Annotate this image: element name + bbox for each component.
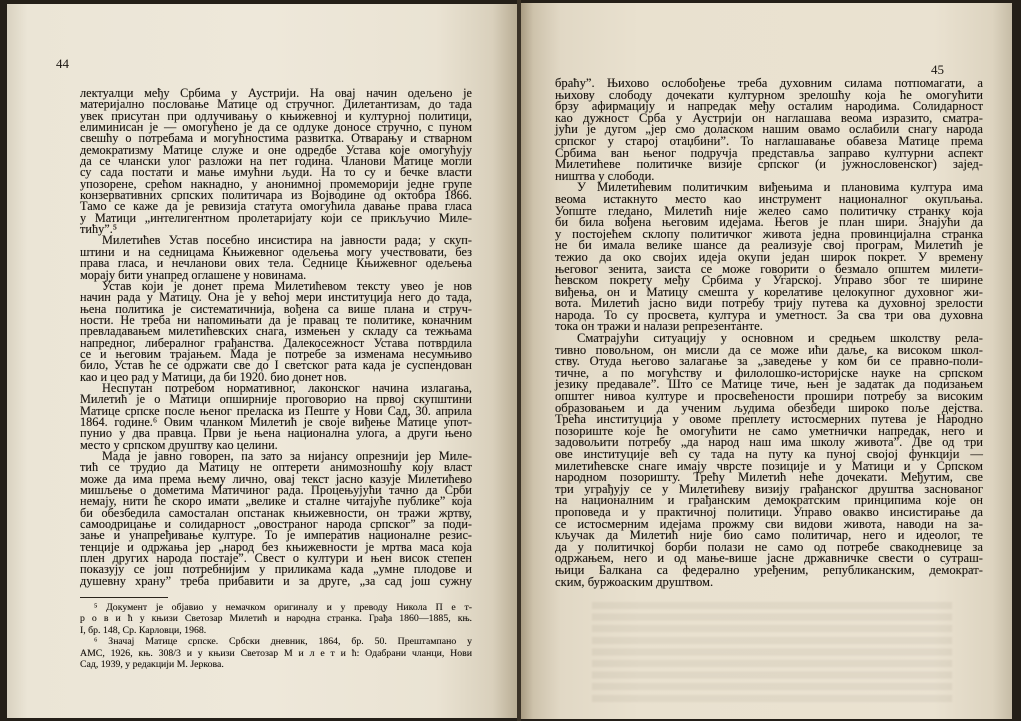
text-line: Неспутан потребом нормативног, лаконског начина излагања, xyxy=(102,380,472,395)
text-line: њици Балкана са федерално уређеним, републиканским, демократ- xyxy=(555,562,983,577)
footnote xyxy=(80,602,472,636)
text-line: тока он тражи и налази репрезентанте. xyxy=(555,319,763,334)
text-line: одржањем, него и од мање-више јасне државничке свести о сутраш- xyxy=(555,551,983,566)
text-line: не би имала велике шансе да реализује свој програм, Милетић је xyxy=(555,238,983,253)
text-line: пунио у два правца. Први је њена национална улога, а други њено xyxy=(80,426,472,441)
text-line: Устав који је донет према Милетићевом тексту увео је нов xyxy=(102,278,472,293)
paragraph xyxy=(80,451,472,587)
text-line: демократизму Матице служе и оне одредбе Устава које омогућују xyxy=(80,142,472,157)
paragraph xyxy=(80,88,472,235)
text-line: тићу”.⁵ xyxy=(80,222,118,237)
text-line: ништва у слободи. xyxy=(555,168,655,183)
text-line: место у српском друштву као целини. xyxy=(80,437,278,452)
text-line: тић се трудио да Матицу не оптерети анимозношћу коју власт xyxy=(80,460,472,475)
footnote-line: I, бр. 148, Ср. Карловци, 1968. xyxy=(80,624,207,636)
text-line: веома истакнуто место као инструмент националног окупљања. xyxy=(555,191,983,206)
text-line: милетићевске снаге имају чврсте позиције и у Матици и у Српском xyxy=(555,458,983,473)
text-line: конзервативних српских политичара из Војводине од октобра 1866. xyxy=(80,188,472,203)
text-line: Милетићев Устав посебно инсистира на јавности рада; у скуп- xyxy=(102,233,472,248)
paragraph xyxy=(555,333,983,588)
paragraph xyxy=(80,380,472,452)
page-number-left: 44 xyxy=(56,56,69,71)
text-line: напредног, либералног грађанства. Далекосежност Устава потврдила xyxy=(80,335,472,350)
paragraph xyxy=(555,182,983,333)
text-line: као и цео рад у Матици, да би 1920. био донет нов. xyxy=(80,369,347,384)
text-line: права гласа, и нечланови ових тела. Седнице Књижевног одељења xyxy=(80,256,472,271)
text-line: њихову слободу дочекати културном зрелошћу која ће омогућити xyxy=(555,87,983,102)
footnote xyxy=(80,636,472,670)
text-line: позориште које ће омогућити не само уметнички напредак, него и xyxy=(555,423,983,438)
text-line: тичне, а по могућству и филолошко-историјске науке на српском xyxy=(555,365,983,380)
text-line: тежио да око својих идеја окупи један широк покрет. У времену xyxy=(555,249,983,264)
text-line: превладавањем милетићевских снага, измењен у складу са тежњама xyxy=(80,324,472,339)
text-line: мишљење о дометима Матичиног рада. Процењујући тачно да Срби xyxy=(80,483,472,498)
text-line: општег нивоа културе и просвећености прошири потребу за високим xyxy=(555,389,983,404)
text-line: материјално пословање Матице од стручног. Дилетантизам, до тада xyxy=(80,97,472,112)
text-line: ове институције већ су тада на путу ка пуној својој функцији — xyxy=(555,447,983,461)
footnote-line: ⁵ Документ је објавио у немачком оригиналу и у преводу Никола П е т- xyxy=(94,602,472,613)
left-page-body-text xyxy=(80,88,472,587)
text-line: виђења, он и Матицу смешта у корелативе целокупног духовног жи- xyxy=(555,284,983,299)
text-line: лектуалци међу Србима у Аустрији. На овај начин одељено је xyxy=(80,86,472,100)
text-line: брзу афирмацију и напредак међу осталим народима. Солидарност xyxy=(555,99,983,114)
footnote-line: АМС, 1926, књ. 308/3 и у књизи Светозар М и л е т и ћ: Одабрани чланци, Нови xyxy=(80,647,472,659)
text-line: се и његовим трајањем. Мада је потребе за изменама несумњиво xyxy=(80,346,472,361)
text-line: јући је дугом „јер смо доласком нашим овамо ослабили снагу народа xyxy=(555,122,983,137)
text-line: се истосмерним идејама прожму сви видови живота, наводи на за- xyxy=(555,516,983,531)
footnote-line: Сад, 1939, у редакцији М. Јеркова. xyxy=(80,659,224,671)
footnotes xyxy=(80,602,472,670)
text-line: Мада је јавно говорен, па зато за нијансу опрезнији јер Миле- xyxy=(102,449,472,463)
text-line: у постојећем склопу политичког живота једна провинцијална странка xyxy=(555,226,983,241)
page-number-right: 45 xyxy=(931,62,944,77)
text-line: браћу”. Њихово ослобођење треба духовним силама потпомагати, а xyxy=(555,76,983,90)
text-line: може да има према њему лично, овај текст јасно казује Милетићево xyxy=(80,471,472,486)
text-line: душевну храну” треба прибавити и за друге, „за сад још сужну xyxy=(80,573,472,588)
text-line: начин рада у Матицу. Она је у већој мери институција него до тада, xyxy=(80,290,472,305)
text-line: ћевском покрету међу Србима у Угарској. Управо због те ширине xyxy=(555,273,983,288)
text-line: њена политика је систематичнија, вођена са више плана и струч- xyxy=(80,301,472,316)
text-line: српског у старој отаџбини”. То наглашавање обавеза Матице према xyxy=(555,133,983,148)
book-gutter xyxy=(517,0,521,721)
bleed-through-texture xyxy=(592,602,952,706)
paragraph xyxy=(555,78,983,182)
text-line: увек присутан при одлучивању о књижевној и културној политици, xyxy=(80,108,472,123)
text-line: проповеда и у практичној политици. Управо овакво инсистирање да xyxy=(555,504,983,519)
text-line: показују се још потребнијим у приликама када „умне плодове и xyxy=(80,562,472,577)
text-line: Уопште гледано, Милетић није желео само политичку странку која xyxy=(555,203,983,218)
text-line: У Милетићевим политичким виђењима и плановима култура има xyxy=(577,180,983,195)
text-line: вота. Милетић јасно види потребу трију путева ка духовној зрелости xyxy=(555,296,983,311)
text-line: би обезбедила самосталан опстанак књижевности, он тражи жртву, xyxy=(80,505,472,520)
text-line: тенције и одржања јер „народ без књижевности је мртва маса која xyxy=(80,539,472,554)
text-line: три уграђују се у Милетићеву визију грађанског друштва заснованог xyxy=(555,481,983,496)
text-line: су сада постати и мање имућни људи. На то су и бечке власти xyxy=(80,165,472,180)
text-line: Трећа институција у овоме преплету истосмерних путева је Народно xyxy=(555,412,983,427)
text-line: Милетићеве политичке визије српског (и јужнословенског) зајед- xyxy=(555,157,983,172)
text-line: да у политичкој борби полази не само од потребе свакодневице за xyxy=(555,539,983,554)
text-line: образовањем и да ученим људима обезбеди широко поље дејства. xyxy=(555,400,983,415)
text-line: немају, нити ће скоро имати „велике и сталне читајуће публике” која xyxy=(80,494,472,509)
text-line: Милетић је о Матици опширније проговорио на првој скупштини xyxy=(80,392,472,407)
text-line: штини и на седницама Књижевног одељења могу учествовати, без xyxy=(80,244,472,259)
text-line: језику предавале”. Што се Матице тиче, њен је задатак да подизањем xyxy=(555,377,983,392)
footnote-rule xyxy=(80,597,168,598)
text-line: свешћу о потребама и могућностима развитка. Отварању и стварном xyxy=(80,131,472,146)
text-line: 1864. године.⁶ Овим чланком Милетић је своје виђење Матице упот- xyxy=(80,414,472,429)
text-line: задовољити потребу „да народ наш има школу живота”. Две од три xyxy=(555,435,983,450)
footnote-line: р о в и ћ у књизи Светозар Милетић и народна странка. Грађа 1860—1885, књ. xyxy=(80,613,472,625)
text-line: самоодрицање и солидарност „овостраног народа српског” за поди- xyxy=(80,517,472,532)
text-line: на националним и грађанским демократским принципима које он xyxy=(555,493,983,508)
footnote-line: ⁶ Значај Матице српске. Србски дневник, 1864, бр. 50. Прештампано у xyxy=(94,636,472,648)
paragraph xyxy=(80,278,472,384)
right-page-body-text xyxy=(555,78,983,588)
text-line: упозорене, срећом накнадно, у анонимној промеморији једне групе xyxy=(80,176,472,191)
text-line: у Матици „интелигентном пролетаријату који се прикључио Миле- xyxy=(80,210,472,225)
text-line: Србима ван њеног подручја представља заправо културни аспект xyxy=(555,145,983,160)
text-line: као дужност Срба у Аустрији он наглашава веома изразито, сматра- xyxy=(555,110,983,125)
text-line: тивно повољном, он мисли да се може ићи даље, ка високом школ- xyxy=(555,342,983,357)
text-line: било, Устав ће се одржати све до I светског рата када је суспендован xyxy=(80,358,472,373)
text-line: ству. Отуда његово залагање за „заведење у ком би се правно-поли- xyxy=(555,354,983,369)
text-line: би била вођена његовим идејама. Његов је план шири. Знајући да xyxy=(555,215,983,230)
paragraph xyxy=(80,235,472,280)
text-line: Тамо се каже да је ревизија статута омогућила давање права гласа xyxy=(80,199,472,214)
text-line: зање и унапређивање културе. То је императив националне резис- xyxy=(80,528,472,543)
text-line: Матице српске после њеног преласка из Пеште у Нови Сад, 30. априла xyxy=(80,403,472,418)
text-line: народном позоришту. Трећу Милетић неће дочекати. Међутим, све xyxy=(555,470,983,485)
text-line: народа. То су просвета, култура и уметност. За сва три ова духовна xyxy=(555,307,983,322)
text-line: ским, буржоаским друштвом. xyxy=(555,574,714,589)
text-line: плен других народа постаје”. Свест о култури и њен висок степен xyxy=(80,551,472,566)
text-line: његовог зенита, заиста се може говорити о безмало општем милети- xyxy=(555,261,983,276)
text-line: кључак да Милетић није био само политичар, него и идеолог, те xyxy=(555,528,983,543)
text-line: Сматрајући ситуацију у основном и средњем школству рела- xyxy=(577,331,983,346)
text-line: да се члански улог разложи на пет година. Чланови Матице могли xyxy=(80,154,472,169)
text-line: морају бити унапред оглашене у новинама. xyxy=(80,267,307,282)
text-line: елиминисан је — омогућено је да се одлуке доносе стручно, с пуном xyxy=(80,120,472,135)
text-line: ности. Не треба ни напомињати да је правац те политике, коначним xyxy=(80,312,472,327)
